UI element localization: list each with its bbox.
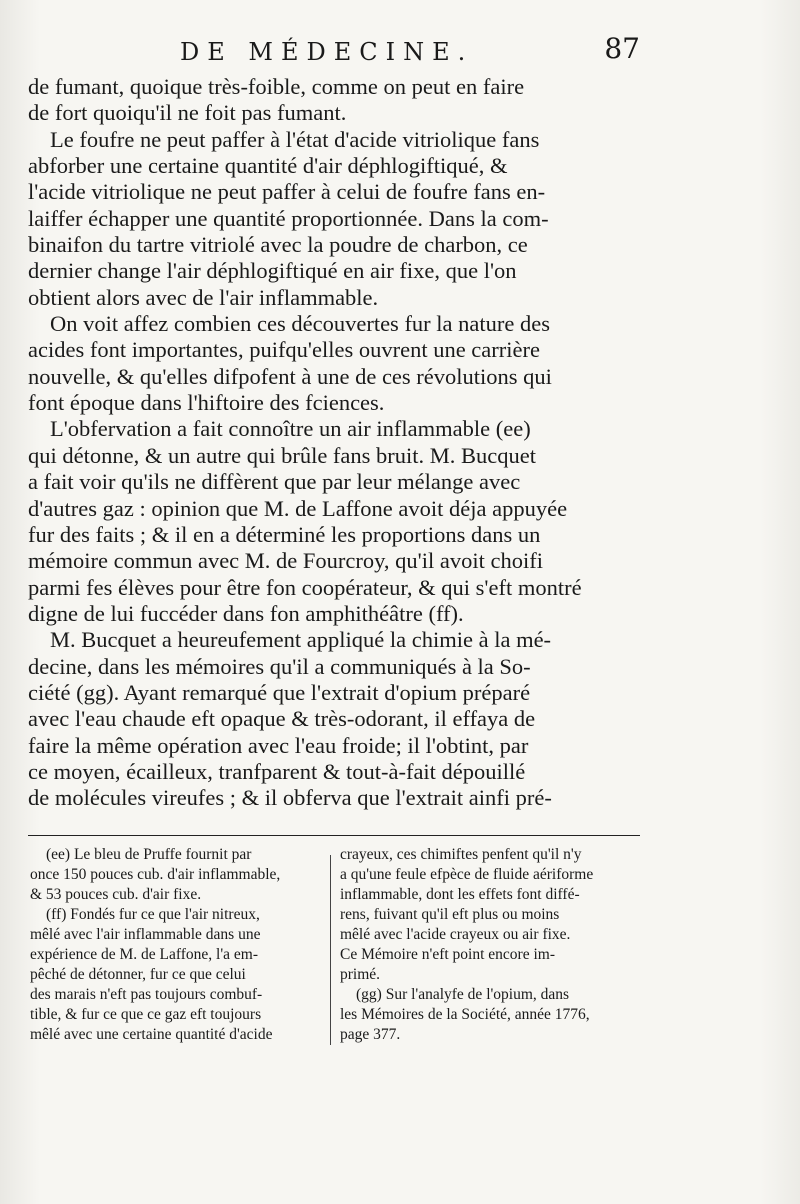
footnote-line: crayeux, ces chimiftes penfent qu'il n'y	[340, 846, 582, 863]
text-line: Le foufre ne peut paffer à l'état d'acide vitriolique fans	[50, 126, 540, 152]
footnote-line: expérience de M. de Laffone, l'a em-	[30, 946, 259, 963]
text-line: fur des faits ; & il en a déterminé les proportions dans un	[28, 521, 541, 547]
footnote-line: (gg) Sur l'analyfe de l'opium, dans	[356, 986, 570, 1003]
text-line: laiffer échapper une quantité proportionnée. Dans la com-	[28, 205, 549, 231]
text-line: l'acide vitriolique ne peut paffer à celui de foufre fans en-	[28, 179, 546, 205]
paragraph	[28, 127, 640, 311]
footnote-line: once 150 pouces cub. d'air inflammable,	[30, 866, 281, 883]
text-line: ce moyen, écailleux, tranfparent & tout-à-fait dépouillé	[28, 758, 526, 784]
text-line: nouvelle, & qu'elles difpofent à une de ces révolutions qui	[28, 363, 552, 389]
text-line: de molécules vireufes ; & il obferva que l'extrait ainfi pré-	[28, 785, 552, 811]
text-line: d'autres gaz : opinion que M. de Laffone avoit déja appuyée	[28, 495, 568, 521]
footnote-line: tible, & fur ce que ce gaz eft toujours	[30, 1006, 262, 1023]
footnote-separator	[28, 835, 640, 836]
footnote-line: Ce Mémoire n'eft point encore im-	[340, 946, 555, 963]
footnote-line: page 377.	[340, 1026, 401, 1043]
text-line: avec l'eau chaude eft opaque & très-odorant, il effaya de	[28, 706, 536, 732]
text-line: decine, dans les mémoires qu'il a communiqués à la So-	[28, 653, 531, 679]
footnote-line: (ff) Fondés fur ce que l'air nitreux,	[46, 906, 260, 923]
text-line: abforber une certaine quantité d'air déphlogiftiqué, &	[28, 153, 508, 179]
text-line: dernier change l'air déphlogiftiqué en air fixe, que l'on	[28, 258, 517, 284]
page-number: 87	[604, 32, 640, 65]
running-title: DE MÉDECINE.	[180, 38, 474, 66]
text-line: binaifon du tartre vitriolé avec la poudre de charbon, ce	[28, 232, 528, 258]
page-header	[30, 32, 640, 72]
footnote-line: a qu'une feule efpèce de fluide aériforme	[340, 866, 594, 883]
footnote-line: rens, fuivant qu'il eft plus ou moins	[340, 906, 560, 923]
text-line: M. Bucquet a heureufement appliqué la chimie à la mé-	[50, 627, 552, 653]
paragraph	[28, 416, 640, 627]
footnote-line: inflammable, dont les effets font diffé-	[340, 886, 580, 903]
text-line: parmi fes élèves pour être fon coopérateur, & qui s'eft montré	[28, 574, 582, 600]
footnote-line: des marais n'eft pas toujours combuf-	[30, 986, 263, 1003]
footnote-line: (ee) Le bleu de Pruffe fournit par	[46, 846, 252, 863]
text-line: font époque dans l'hiftoire des fciences.	[28, 390, 385, 416]
main-text	[28, 74, 640, 812]
footnote-line: primé.	[340, 966, 381, 983]
text-line: de fort quoiqu'il ne foit pas fumant.	[28, 100, 347, 126]
footnotes	[30, 845, 640, 1055]
text-line: a fait voir qu'ils ne diffèrent que par leur mélange avec	[28, 469, 521, 495]
text-line: faire la même opération avec l'eau froide; il l'obtint, par	[28, 732, 529, 758]
footnote-line: mêlé avec l'acide crayeux ou air fixe.	[340, 926, 571, 943]
footnote-line: mêlé avec une certaine quantité d'acide	[30, 1026, 273, 1043]
text-line: mémoire commun avec M. de Fourcroy, qu'il avoit choifi	[28, 548, 543, 574]
paragraph	[28, 311, 640, 416]
footnote-column-left	[30, 845, 320, 1045]
footnote-line: & 53 pouces cub. d'air fixe.	[30, 886, 202, 903]
column-divider	[330, 855, 331, 1045]
text-line: de fumant, quoique très-foible, comme on peut en faire	[28, 74, 525, 99]
text-line: L'obfervation a fait connoître un air inflammable (ee)	[50, 416, 531, 442]
footnote-column-right	[340, 845, 640, 1045]
footnote-line: mêlé avec l'air inflammable dans une	[30, 926, 261, 943]
text-line: ciété (gg). Ayant remarqué que l'extrait d'opium préparé	[28, 679, 531, 705]
text-line: digne de lui fuccéder dans fon amphithéâtre (ff).	[28, 600, 464, 626]
text-line: obtient alors avec de l'air inflammable.	[28, 284, 379, 310]
text-line: acides font importantes, puifqu'elles ouvrent une carrière	[28, 337, 540, 363]
paragraph	[28, 627, 640, 811]
footnote-line: pêché de détonner, fur ce que celui	[30, 966, 246, 983]
paragraph	[28, 74, 640, 127]
text-line: qui détonne, & un autre qui brûle fans bruit. M. Bucquet	[28, 442, 537, 468]
footnote-line: les Mémoires de la Société, année 1776,	[340, 1006, 590, 1023]
text-line: On voit affez combien ces découvertes fur la nature des	[50, 311, 550, 337]
